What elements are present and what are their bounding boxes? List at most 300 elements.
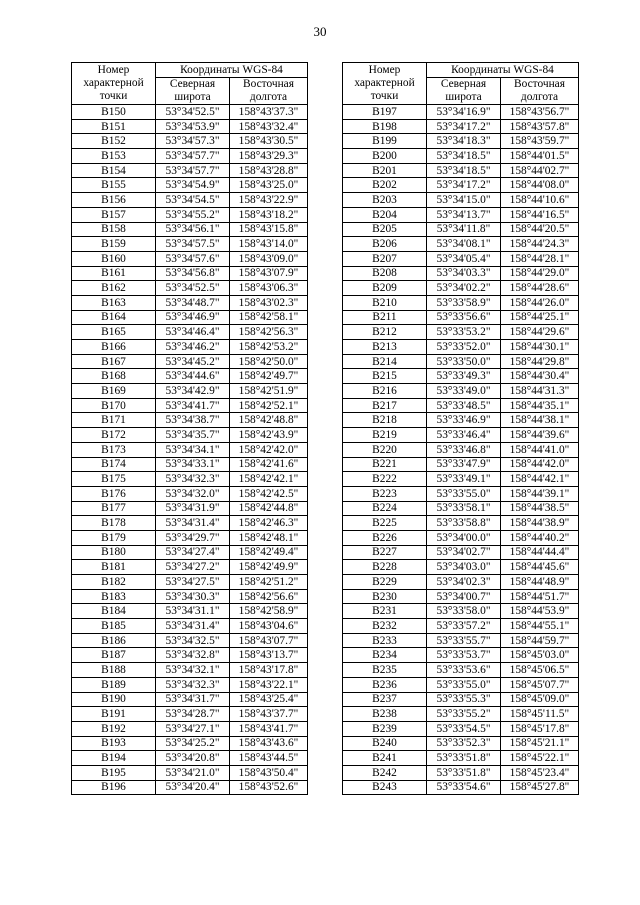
latitude-cell: 53°34'46.4" [156, 325, 230, 340]
coordinates-table-left [71, 62, 308, 795]
longitude-cell: 158°43'43.6" [230, 736, 308, 751]
latitude-cell: 53°33'53.2" [427, 325, 501, 340]
point-id-cell: B167 [72, 354, 156, 369]
point-id-cell: B166 [72, 340, 156, 355]
table-row [72, 692, 308, 707]
longitude-cell: 158°44'29.8" [501, 354, 579, 369]
point-id-cell: B205 [343, 222, 427, 237]
table-row [343, 780, 579, 795]
point-id-cell: B194 [72, 751, 156, 766]
point-id-cell: B188 [72, 663, 156, 678]
latitude-cell: 53°34'20.8" [156, 751, 230, 766]
longitude-cell: 158°42'53.2" [230, 340, 308, 355]
table-row [72, 119, 308, 134]
latitude-cell: 53°34'44.6" [156, 369, 230, 384]
point-id-cell: B157 [72, 207, 156, 222]
longitude-cell: 158°42'56.3" [230, 325, 308, 340]
longitude-cell: 158°43'06.3" [230, 281, 308, 296]
latitude-cell: 53°34'57.6" [156, 251, 230, 266]
longitude-cell: 158°42'44.8" [230, 501, 308, 516]
table-row [343, 193, 579, 208]
table-row [343, 545, 579, 560]
point-id-cell: B151 [72, 119, 156, 134]
longitude-cell: 158°43'37.3" [230, 105, 308, 120]
latitude-cell: 53°33'48.5" [427, 398, 501, 413]
table-row [72, 178, 308, 193]
point-id-cell: B172 [72, 428, 156, 443]
longitude-cell: 158°43'22.1" [230, 677, 308, 692]
latitude-cell: 53°33'56.6" [427, 310, 501, 325]
latitude-cell: 53°34'17.2" [427, 119, 501, 134]
latitude-cell: 53°34'33.1" [156, 457, 230, 472]
table-row [343, 281, 579, 296]
table-body-left [72, 105, 308, 795]
point-id-cell: B155 [72, 178, 156, 193]
point-id-cell: B159 [72, 237, 156, 252]
point-id-cell: B191 [72, 707, 156, 722]
latitude-cell: 53°34'02.2" [427, 281, 501, 296]
table-row [343, 677, 579, 692]
header-point-text: Номер характерной точки [83, 64, 144, 102]
longitude-cell: 158°42'42.0" [230, 442, 308, 457]
table-row [72, 105, 308, 120]
point-id-cell: B202 [343, 178, 427, 193]
latitude-cell: 53°33'50.0" [427, 354, 501, 369]
latitude-cell: 53°34'56.8" [156, 266, 230, 281]
point-id-cell: B163 [72, 295, 156, 310]
latitude-cell: 53°34'20.4" [156, 780, 230, 795]
table-row [72, 237, 308, 252]
point-id-cell: B232 [343, 619, 427, 634]
point-id-cell: B176 [72, 486, 156, 501]
point-id-cell: B161 [72, 266, 156, 281]
longitude-cell: 158°43'57.8" [501, 119, 579, 134]
table-row [72, 281, 308, 296]
point-id-cell: B174 [72, 457, 156, 472]
point-id-cell: B197 [343, 105, 427, 120]
table-row [343, 398, 579, 413]
table-row [343, 178, 579, 193]
latitude-cell: 53°33'52.0" [427, 340, 501, 355]
table-row [343, 251, 579, 266]
longitude-cell: 158°42'48.1" [230, 530, 308, 545]
point-id-cell: B165 [72, 325, 156, 340]
longitude-cell: 158°43'29.3" [230, 149, 308, 164]
longitude-cell: 158°45'22.1" [501, 751, 579, 766]
point-id-cell: B240 [343, 736, 427, 751]
point-id-cell: B178 [72, 516, 156, 531]
longitude-cell: 158°43'22.9" [230, 193, 308, 208]
latitude-cell: 53°34'03.3" [427, 266, 501, 281]
latitude-cell: 53°34'32.1" [156, 663, 230, 678]
longitude-cell: 158°45'21.1" [501, 736, 579, 751]
table-row [72, 325, 308, 340]
point-id-cell: B242 [343, 765, 427, 780]
latitude-cell: 53°34'15.0" [427, 193, 501, 208]
point-id-cell: B222 [343, 472, 427, 487]
latitude-cell: 53°34'32.8" [156, 648, 230, 663]
point-id-cell: B152 [72, 134, 156, 149]
longitude-cell: 158°43'04.6" [230, 619, 308, 634]
latitude-cell: 53°34'52.5" [156, 281, 230, 296]
point-id-cell: B225 [343, 516, 427, 531]
latitude-cell: 53°34'38.7" [156, 413, 230, 428]
point-id-cell: B177 [72, 501, 156, 516]
longitude-cell: 158°44'38.1" [501, 413, 579, 428]
header-point-text: Номер характерной точки [354, 64, 415, 102]
longitude-cell: 158°43'37.7" [230, 707, 308, 722]
longitude-cell: 158°42'48.8" [230, 413, 308, 428]
longitude-cell: 158°44'02.7" [501, 163, 579, 178]
longitude-cell: 158°45'09.0" [501, 692, 579, 707]
point-id-cell: B156 [72, 193, 156, 208]
latitude-cell: 53°33'55.0" [427, 486, 501, 501]
table-row [343, 472, 579, 487]
latitude-cell: 53°33'55.0" [427, 677, 501, 692]
latitude-cell: 53°34'32.3" [156, 472, 230, 487]
longitude-cell: 158°42'42.1" [230, 472, 308, 487]
longitude-cell: 158°44'30.4" [501, 369, 579, 384]
point-id-cell: B210 [343, 295, 427, 310]
latitude-cell: 53°34'41.7" [156, 398, 230, 413]
point-id-cell: B153 [72, 149, 156, 164]
header-latitude-text: Северная широта [169, 78, 216, 103]
table-row [343, 119, 579, 134]
table-row [343, 149, 579, 164]
longitude-cell: 158°44'16.5" [501, 207, 579, 222]
latitude-cell: 53°33'55.7" [427, 633, 501, 648]
point-id-cell: B150 [72, 105, 156, 120]
latitude-cell: 53°34'53.9" [156, 119, 230, 134]
latitude-cell: 53°34'03.0" [427, 560, 501, 575]
latitude-cell: 53°34'35.7" [156, 428, 230, 443]
longitude-cell: 158°42'51.2" [230, 575, 308, 590]
table-row [72, 310, 308, 325]
table-row [343, 721, 579, 736]
longitude-cell: 158°44'20.5" [501, 222, 579, 237]
longitude-cell: 158°43'02.3" [230, 295, 308, 310]
longitude-cell: 158°45'17.8" [501, 721, 579, 736]
longitude-cell: 158°44'30.1" [501, 340, 579, 355]
longitude-cell: 158°42'42.5" [230, 486, 308, 501]
point-id-cell: B206 [343, 237, 427, 252]
point-id-cell: B239 [343, 721, 427, 736]
point-id-cell: B186 [72, 633, 156, 648]
header-longitude-text: Восточная долгота [243, 78, 294, 103]
latitude-cell: 53°34'54.9" [156, 178, 230, 193]
table-row [343, 501, 579, 516]
point-id-cell: B168 [72, 369, 156, 384]
table-row [72, 751, 308, 766]
page-number: 30 [313, 24, 327, 39]
latitude-cell: 53°33'51.8" [427, 751, 501, 766]
point-id-cell: B170 [72, 398, 156, 413]
point-id-cell: B173 [72, 442, 156, 457]
table-row [72, 648, 308, 663]
table-body-right [343, 105, 579, 795]
point-id-cell: B204 [343, 207, 427, 222]
longitude-cell: 158°45'27.8" [501, 780, 579, 795]
table-row [343, 295, 579, 310]
table-row [343, 751, 579, 766]
longitude-cell: 158°43'18.2" [230, 207, 308, 222]
point-id-cell: B243 [343, 780, 427, 795]
point-id-cell: B181 [72, 560, 156, 575]
point-id-cell: B238 [343, 707, 427, 722]
longitude-cell: 158°43'13.7" [230, 648, 308, 663]
latitude-cell: 53°34'27.4" [156, 545, 230, 560]
header-point-number [343, 63, 427, 105]
point-id-cell: B217 [343, 398, 427, 413]
latitude-cell: 53°34'31.4" [156, 516, 230, 531]
longitude-cell: 158°44'40.2" [501, 530, 579, 545]
latitude-cell: 53°33'54.6" [427, 780, 501, 795]
point-id-cell: B158 [72, 222, 156, 237]
longitude-cell: 158°44'29.0" [501, 266, 579, 281]
table-row [72, 149, 308, 164]
longitude-cell: 158°42'49.9" [230, 560, 308, 575]
point-id-cell: B218 [343, 413, 427, 428]
table-row [343, 442, 579, 457]
longitude-cell: 158°42'58.1" [230, 310, 308, 325]
latitude-cell: 53°34'08.1" [427, 237, 501, 252]
table-row [72, 428, 308, 443]
point-id-cell: B237 [343, 692, 427, 707]
point-id-cell: B212 [343, 325, 427, 340]
point-id-cell: B241 [343, 751, 427, 766]
longitude-cell: 158°44'53.9" [501, 604, 579, 619]
latitude-cell: 53°34'56.1" [156, 222, 230, 237]
table-row [343, 222, 579, 237]
longitude-cell: 158°44'28.1" [501, 251, 579, 266]
longitude-cell: 158°42'50.0" [230, 354, 308, 369]
longitude-cell: 158°45'23.4" [501, 765, 579, 780]
latitude-cell: 53°33'49.1" [427, 472, 501, 487]
header-latitude-text: Северная широта [440, 78, 487, 103]
longitude-cell: 158°43'07.9" [230, 266, 308, 281]
point-id-cell: B215 [343, 369, 427, 384]
point-id-cell: B203 [343, 193, 427, 208]
point-id-cell: B209 [343, 281, 427, 296]
table-row [343, 765, 579, 780]
longitude-cell: 158°43'28.8" [230, 163, 308, 178]
point-id-cell: B235 [343, 663, 427, 678]
latitude-cell: 53°34'57.7" [156, 149, 230, 164]
latitude-cell: 53°34'00.7" [427, 589, 501, 604]
point-id-cell: B199 [343, 134, 427, 149]
point-id-cell: B229 [343, 575, 427, 590]
header-latitude [427, 78, 501, 105]
latitude-cell: 53°34'02.7" [427, 545, 501, 560]
table-row [72, 295, 308, 310]
table-row [72, 134, 308, 149]
longitude-cell: 158°44'29.6" [501, 325, 579, 340]
header-longitude [230, 78, 308, 105]
longitude-cell: 158°43'14.0" [230, 237, 308, 252]
table-row [343, 134, 579, 149]
longitude-cell: 158°43'41.7" [230, 721, 308, 736]
latitude-cell: 53°33'52.3" [427, 736, 501, 751]
latitude-cell: 53°34'46.2" [156, 340, 230, 355]
latitude-cell: 53°34'31.7" [156, 692, 230, 707]
table-row [343, 266, 579, 281]
point-id-cell: B154 [72, 163, 156, 178]
table-row [72, 251, 308, 266]
latitude-cell: 53°34'00.0" [427, 530, 501, 545]
table-row [343, 530, 579, 545]
longitude-cell: 158°45'06.5" [501, 663, 579, 678]
table-row [343, 516, 579, 531]
table-row [72, 677, 308, 692]
table-row [72, 472, 308, 487]
longitude-cell: 158°42'43.9" [230, 428, 308, 443]
longitude-cell: 158°43'25.4" [230, 692, 308, 707]
latitude-cell: 53°33'49.3" [427, 369, 501, 384]
point-id-cell: B175 [72, 472, 156, 487]
latitude-cell: 53°34'57.7" [156, 163, 230, 178]
point-id-cell: B231 [343, 604, 427, 619]
point-id-cell: B171 [72, 413, 156, 428]
latitude-cell: 53°34'32.5" [156, 633, 230, 648]
longitude-cell: 158°42'49.7" [230, 369, 308, 384]
table-row [343, 163, 579, 178]
header-longitude [501, 78, 579, 105]
point-id-cell: B195 [72, 765, 156, 780]
latitude-cell: 53°34'42.9" [156, 384, 230, 399]
table-row [343, 325, 579, 340]
latitude-cell: 53°34'18.5" [427, 163, 501, 178]
table-row [72, 560, 308, 575]
longitude-cell: 158°45'11.5" [501, 707, 579, 722]
point-id-cell: B236 [343, 677, 427, 692]
latitude-cell: 53°34'17.2" [427, 178, 501, 193]
table-row [343, 486, 579, 501]
longitude-cell: 158°44'51.7" [501, 589, 579, 604]
table-row [72, 545, 308, 560]
table-row [72, 516, 308, 531]
longitude-cell: 158°43'30.5" [230, 134, 308, 149]
table-row [343, 207, 579, 222]
longitude-cell: 158°44'25.1" [501, 310, 579, 325]
table-row [343, 633, 579, 648]
longitude-cell: 158°44'38.9" [501, 516, 579, 531]
point-id-cell: B211 [343, 310, 427, 325]
latitude-cell: 53°34'18.3" [427, 134, 501, 149]
latitude-cell: 53°34'31.4" [156, 619, 230, 634]
longitude-cell: 158°43'56.7" [501, 105, 579, 120]
point-id-cell: B233 [343, 633, 427, 648]
table-row [343, 428, 579, 443]
latitude-cell: 53°34'28.7" [156, 707, 230, 722]
table-row [72, 707, 308, 722]
table-row [343, 736, 579, 751]
table-row [343, 648, 579, 663]
latitude-cell: 53°34'31.9" [156, 501, 230, 516]
table-row [72, 442, 308, 457]
latitude-cell: 53°34'32.0" [156, 486, 230, 501]
table-row [343, 237, 579, 252]
table-row [72, 354, 308, 369]
longitude-cell: 158°43'32.4" [230, 119, 308, 134]
point-id-cell: B184 [72, 604, 156, 619]
latitude-cell: 53°34'34.1" [156, 442, 230, 457]
point-id-cell: B228 [343, 560, 427, 575]
table-row [343, 663, 579, 678]
table-row [72, 604, 308, 619]
table-row [72, 501, 308, 516]
table-row [343, 707, 579, 722]
point-id-cell: B160 [72, 251, 156, 266]
latitude-cell: 53°33'53.6" [427, 663, 501, 678]
table-row [343, 604, 579, 619]
longitude-cell: 158°44'01.5" [501, 149, 579, 164]
latitude-cell: 53°34'11.8" [427, 222, 501, 237]
table-row [72, 721, 308, 736]
latitude-cell: 53°34'57.3" [156, 134, 230, 149]
latitude-cell: 53°33'51.8" [427, 765, 501, 780]
table-row [72, 780, 308, 795]
longitude-cell: 158°44'28.6" [501, 281, 579, 296]
latitude-cell: 53°34'48.7" [156, 295, 230, 310]
table-row [72, 384, 308, 399]
point-id-cell: B230 [343, 589, 427, 604]
header-longitude-text: Восточная долгота [514, 78, 565, 103]
table-row [72, 589, 308, 604]
table-row [343, 560, 579, 575]
table-row [72, 163, 308, 178]
longitude-cell: 158°43'44.5" [230, 751, 308, 766]
longitude-cell: 158°43'59.7" [501, 134, 579, 149]
point-id-cell: B227 [343, 545, 427, 560]
longitude-cell: 158°43'07.7" [230, 633, 308, 648]
table-row [72, 486, 308, 501]
latitude-cell: 53°33'46.8" [427, 442, 501, 457]
point-id-cell: B207 [343, 251, 427, 266]
table-row [72, 340, 308, 355]
longitude-cell: 158°44'42.0" [501, 457, 579, 472]
table-row [343, 384, 579, 399]
longitude-cell: 158°45'03.0" [501, 648, 579, 663]
point-id-cell: B213 [343, 340, 427, 355]
longitude-cell: 158°44'59.7" [501, 633, 579, 648]
point-id-cell: B219 [343, 428, 427, 443]
longitude-cell: 158°43'15.8" [230, 222, 308, 237]
latitude-cell: 53°34'55.2" [156, 207, 230, 222]
header-point-number [72, 63, 156, 105]
latitude-cell: 53°33'46.4" [427, 428, 501, 443]
table-row [343, 105, 579, 120]
point-id-cell: B200 [343, 149, 427, 164]
latitude-cell: 53°34'46.9" [156, 310, 230, 325]
table-row [72, 765, 308, 780]
longitude-cell: 158°44'41.0" [501, 442, 579, 457]
table-row [72, 619, 308, 634]
point-id-cell: B189 [72, 677, 156, 692]
longitude-cell: 158°42'52.1" [230, 398, 308, 413]
latitude-cell: 53°33'55.2" [427, 707, 501, 722]
longitude-cell: 158°43'09.0" [230, 251, 308, 266]
latitude-cell: 53°34'54.5" [156, 193, 230, 208]
table-row [343, 340, 579, 355]
longitude-cell: 158°43'52.6" [230, 780, 308, 795]
latitude-cell: 53°33'58.9" [427, 295, 501, 310]
point-id-cell: B164 [72, 310, 156, 325]
longitude-cell: 158°44'35.1" [501, 398, 579, 413]
latitude-cell: 53°34'30.3" [156, 589, 230, 604]
point-id-cell: B162 [72, 281, 156, 296]
latitude-cell: 53°34'31.1" [156, 604, 230, 619]
longitude-cell: 158°44'26.0" [501, 295, 579, 310]
